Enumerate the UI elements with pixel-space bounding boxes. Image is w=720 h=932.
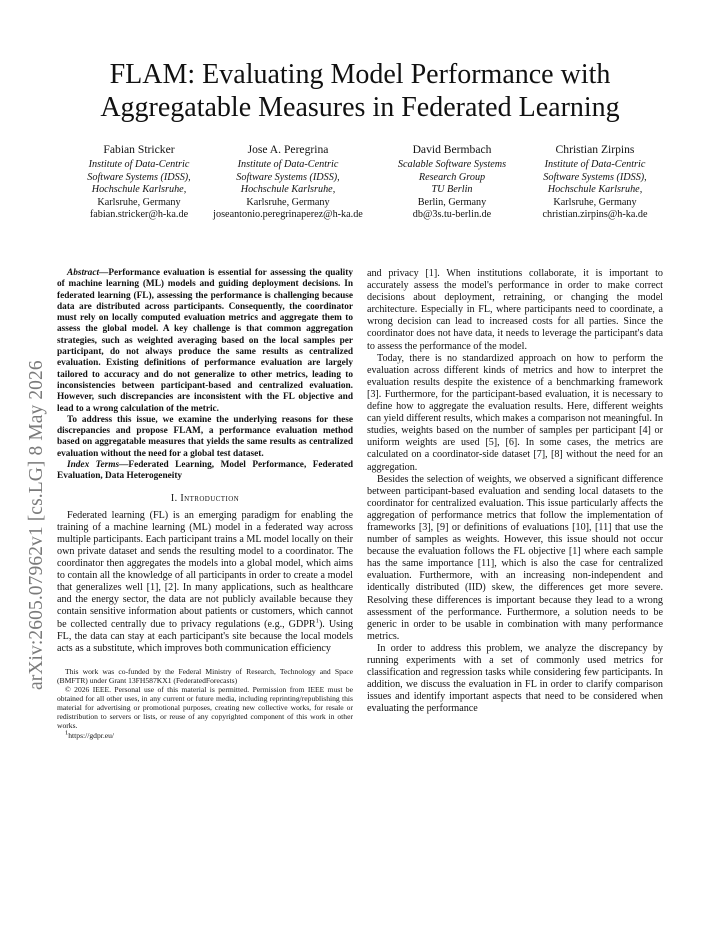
abstract-label: Abstract: [67, 268, 100, 278]
author-location: Karlsruhe, Germany: [246, 196, 330, 208]
index-terms-label: Index Terms: [67, 460, 120, 471]
paper-title: [40, 58, 680, 124]
body-paragraph: In order to address this problem, we analyze the discrepancy by running experiments with a set of commonly used metrics for classification and regression tasks while considering few participants. In addition, we discuss the evaluation in FL in order to clarify comparison issues and identify important aspects that need to be considered when evaluating the performance: [367, 642, 663, 715]
footnote-funding: This work was co-funded by the Federal Ministry of Research, Technology and Space (BMFTR) under Grant 13FH587KX1 (FederatedForecasts): [57, 666, 353, 685]
author-block-4: [522, 143, 668, 222]
author-name: Fabian Stricker: [103, 143, 175, 156]
author-affiliation: Institute of Data-Centric: [237, 159, 339, 170]
author-name: Jose A. Peregrina: [247, 143, 329, 156]
author-email: christian.zirpins@h-ka.de: [542, 209, 648, 221]
author-affiliation: Institute of Data-Centric: [88, 159, 190, 170]
title-line-2: Aggregatable Measures in Federated Learning: [100, 92, 620, 123]
author-location: Berlin, Germany: [417, 196, 487, 208]
author-affiliation: Software Systems (IDSS),: [236, 171, 340, 183]
intro-paragraph: [57, 510, 353, 655]
author-location: Karlsruhe, Germany: [97, 196, 181, 208]
author-affiliation: Institute of Data-Centric: [544, 159, 646, 170]
author-name: Christian Zirpins: [555, 143, 635, 156]
abstract-text-2: To address this issue, we examine the underlying reasons for these discrepancies and propose FLAM, a performance evaluation method based on aggregatable measures that yields the same results as centralized evaluation without the need for a global test dataset.: [57, 414, 353, 459]
author-affiliation: Scalable Software Systems: [397, 159, 507, 170]
author-affiliation: Research Group: [418, 171, 486, 183]
abstract-text: —Performance evaluation is essential for assessing the quality of machine learning (ML) models and guiding deployment decisions. In federated learning (FL), assessing the performance is challenging because data are distributed across participants. Consequently, the coordinator must rely on locally computed evaluation metrics and aggregate them to assess the global model. A key challenge is that common aggregation strategies, such as weighted averaging based on the local samples per participant, do not always produce the same results as centralized evaluation. Existing definitions of performance evaluation are largely tailored to accuracy and do not generalize to other metrics, leading to inconsistencies between participant-based and centralized evaluation. However, such discrepancies are inconsistent with the FL objective and lead to a wrong calculation of the metric.: [57, 268, 353, 414]
author-affiliation: Hochschule Karlsruhe,: [240, 184, 336, 196]
title-line-1: FLAM: Evaluating Model Performance with: [109, 59, 611, 90]
author-affiliation: Software Systems (IDSS),: [87, 171, 191, 183]
abstract: [57, 268, 353, 460]
right-column: [367, 268, 663, 715]
author-affiliation: Software Systems (IDSS),: [543, 171, 647, 183]
author-affiliation: Hochschule Karlsruhe,: [91, 184, 187, 196]
author-affiliation: TU Berlin: [431, 184, 473, 196]
author-block-3: [377, 143, 527, 222]
author-email: db@3s.tu-berlin.de: [412, 209, 492, 221]
footnote-mark: 1: [315, 617, 319, 625]
footnotes: [57, 667, 353, 740]
body-paragraph: Besides the selection of weights, we observed a significant difference between participant-based evaluation and sending local datasets to the coordinator for centralized evaluation. This issue particularly affects the aggregation of performance metrics that follow the implementation of frameworks [3], [9] or definitions of evaluations [10], [11] that use the number of samples as weights. However, this issue should not occur because the evaluation follows the FL objective [1] where each sample has the same importance [11], which is also the case for centralized evaluation. Furthermore, with an increasing non-independent and identically distributed (IID) skew, the differences get more severe. Resolving these differences is important because they lead to a wrong assessment of the performance. Furthermore, a solution needs to be generic in order to be usable in combination with many performance metrics.: [367, 473, 663, 642]
author-affiliation: Hochschule Karlsruhe,: [547, 184, 643, 196]
index-terms-text: —Federated Learning, Model Performance, Federated Evaluation, Data Heterogeneity: [57, 460, 353, 482]
footnote-copyright: © 2026 IEEE. Personal use of this material is permitted. Permission from IEEE must be obtained for all other uses, in any current or future media, including reprinting/republishing this material for advertising or promotional purposes, creating new collective works, for resale or redistribution to servers or lists, or reuse of any copyrighted component of this work in other works.: [57, 685, 353, 731]
author-email: joseantonio.peregrinaperez@h-ka.de: [213, 209, 363, 221]
intro-text-a: Federated learning (FL) is an emerging paradigm for enabling the training of a machine learning (ML) model in a federated way across multiple participants. Each participant trains a ML model locally on their own private dataset and sends the resulting model to a coordinator. The coordinator then aggregates the models into a global model, which aims to contain all the knowledge of all participants in order to create a model that generalizes well [1], [2]. In many applications, such as healthcare and the energy sector, the data are not publicly available because they contain sensitive information about patients or customers, which cannot be collected centrally due to privacy regulations (e.g., GDPR: [57, 509, 353, 630]
body-paragraph: and privacy [1]. When institutions collaborate, it is important to accurately assess the model's performance in order to make correct decisions about deployment, retraining, or changing the model architecture. Especially in FL, where participants need to coordinate, a wrong decision can lead to increased costs for all parties. Since the coordinator does not have data, it needs to leverage the participant's data to assess the performance of the model.: [367, 268, 663, 352]
footnote-1-link[interactable]: https://gdpr.eu/: [68, 730, 115, 740]
footnote-1-mark: 1: [65, 728, 69, 736]
index-terms: [57, 460, 353, 483]
left-column: [57, 268, 353, 740]
author-name: David Bermbach: [412, 143, 492, 156]
body-paragraph: Today, there is no standardized approach on how to perform the evaluation across different kinds of metrics and how to interpret the evaluation results despite the existence of a benchmarking framework [3]. Furthermore, for the participant-based evaluation, it is necessary to define how to aggregate the evaluation results. Here, different weights can yield different results, which makes a comparison not meaningful. In studies, weights based on the number of samples per participant [4] or uniform weights are used [5], [6]. In some cases, the metrics are calculated on a coordinator-side dataset [7], [8] without the need for an aggregation.: [367, 352, 663, 473]
section-heading: I. Introduction: [170, 492, 240, 504]
footnote-1: [57, 728, 353, 740]
author-email: fabian.stricker@h-ka.de: [89, 209, 189, 221]
intro-text-b: ). Using FL, the data can stay at each participant's site because the local models acts as a substitute, which improves both communication efficiency: [57, 618, 354, 654]
author-block-1: [66, 143, 212, 222]
author-block-2: [197, 143, 379, 222]
arxiv-identifier: arXiv:2605.07962v1 [cs.LG] 8 May 2026: [26, 360, 47, 690]
author-location: Karlsruhe, Germany: [553, 196, 637, 208]
